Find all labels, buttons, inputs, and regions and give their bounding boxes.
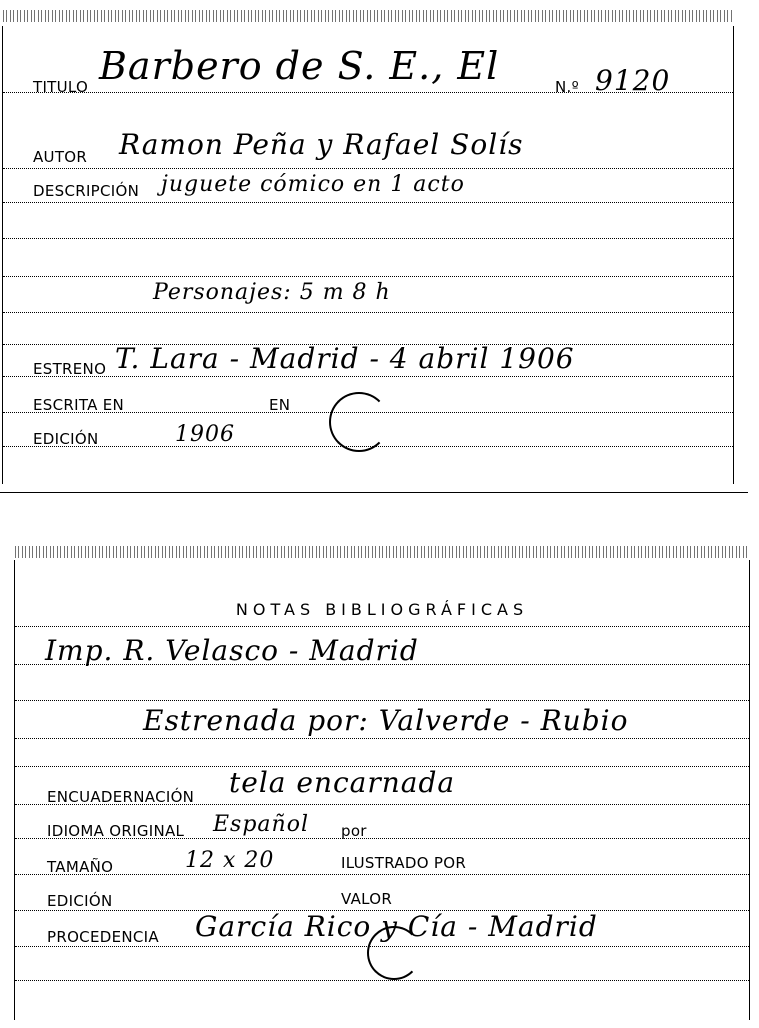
ilustrado-label: ILUSTRADO POR <box>341 854 467 872</box>
autor-label: AUTOR <box>33 148 88 166</box>
card-top-edge <box>3 10 733 22</box>
catalog-card-notes <box>14 560 750 1020</box>
idioma-label: IDIOMA ORIGINAL <box>47 822 185 840</box>
rule-line <box>15 874 749 875</box>
edicion-label: EDICIÓN <box>33 430 99 448</box>
rule-line <box>15 738 749 739</box>
procedencia-value: García Rico y Cía - Madrid <box>195 910 598 943</box>
descripcion-value: juguete cómico en 1 acto <box>161 172 465 197</box>
punch-hole-mark <box>329 392 389 452</box>
descripcion-label: DESCRIPCIÓN <box>33 182 140 200</box>
notas-header: NOTAS BIBLIOGRÁFICAS <box>235 600 529 619</box>
rule-line <box>3 238 733 239</box>
rule-line <box>15 626 749 627</box>
card-divider <box>0 492 748 493</box>
card-top-edge <box>15 546 749 558</box>
estreno-label: ESTRENO <box>33 360 107 378</box>
valor-label: VALOR <box>341 890 393 908</box>
estreno-value: T. Lara - Madrid - 4 abril 1906 <box>115 342 575 375</box>
por-label: por <box>341 822 367 840</box>
encuadernacion-value: tela encarnada <box>229 766 456 799</box>
rule-line <box>3 202 733 203</box>
idioma-value: Español <box>213 812 309 837</box>
edicion-label-2: EDICIÓN <box>47 892 113 910</box>
personajes-value: Personajes: 5 m 8 h <box>153 280 391 305</box>
tamano-value: 12 x 20 <box>185 848 275 873</box>
titulo-label: TITULO <box>33 78 89 96</box>
rule-line <box>3 312 733 313</box>
rule-line <box>3 168 733 169</box>
autor-value: Ramon Peña y Rafael Solís <box>119 128 524 161</box>
numero-label: N.º <box>555 78 579 96</box>
encuadernacion-label: ENCUADERNACIÓN <box>47 788 195 806</box>
titulo-value: Barbero de S. E., El <box>99 44 500 88</box>
rule-line <box>15 700 749 701</box>
tamano-label: TAMAÑO <box>47 858 114 876</box>
numero-value: 9120 <box>595 64 671 97</box>
rule-line <box>3 376 733 377</box>
catalog-card-main <box>2 26 734 484</box>
rule-line <box>15 980 749 981</box>
nota-2: Estrenada por: Valverde - Rubio <box>143 704 629 737</box>
en-label: EN <box>269 396 291 414</box>
escrita-label: ESCRITA EN <box>33 396 125 414</box>
edicion-value: 1906 <box>175 422 235 447</box>
nota-1: Imp. R. Velasco - Madrid <box>45 634 419 667</box>
procedencia-label: PROCEDENCIA <box>47 928 159 946</box>
punch-hole-mark <box>367 926 421 980</box>
rule-line <box>3 276 733 277</box>
